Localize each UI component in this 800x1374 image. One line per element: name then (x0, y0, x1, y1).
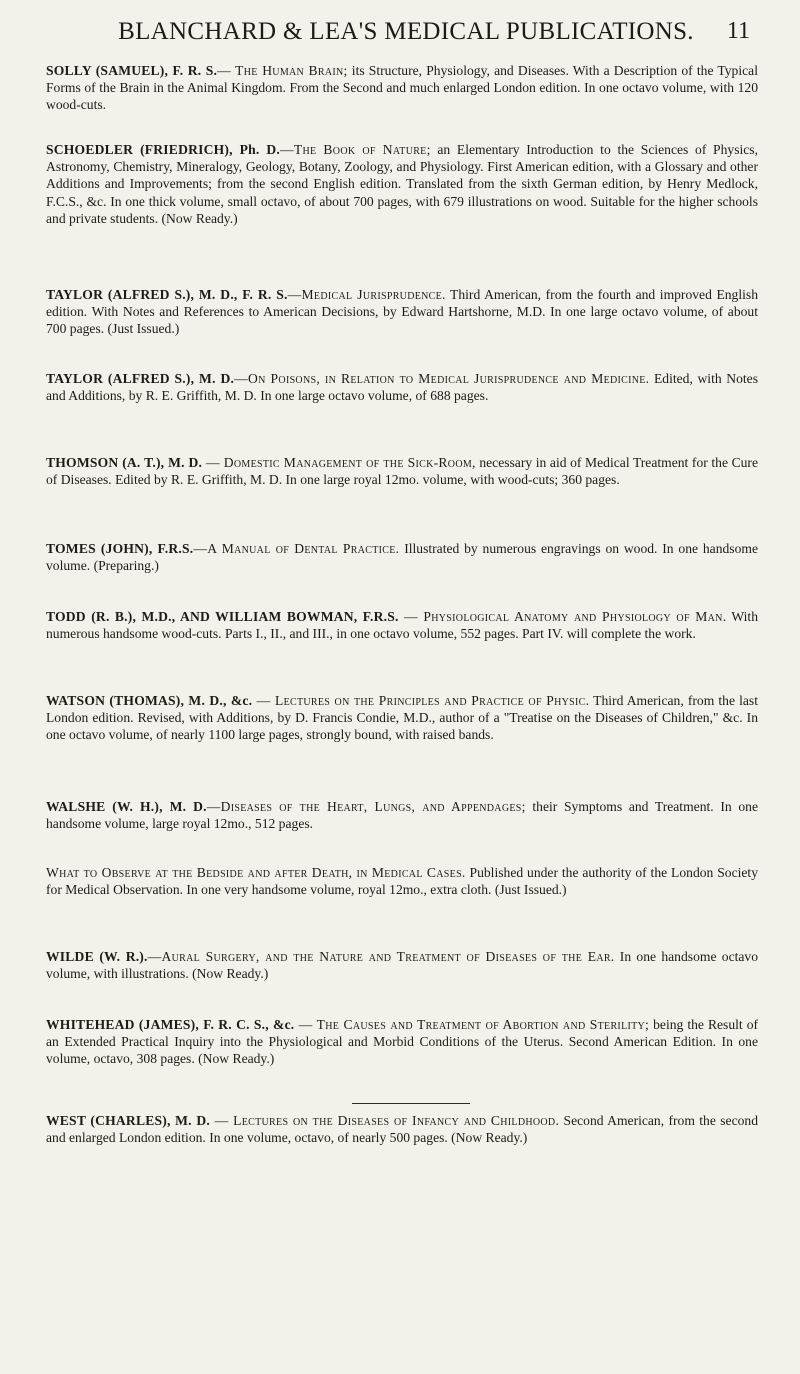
entry-author: WATSON (THOMAS), M. D., &c. (46, 693, 253, 708)
entry-title: —Medical Jurisprudence. (287, 287, 446, 302)
catalog-entry (46, 370, 758, 404)
catalog-entry (46, 608, 758, 642)
entry-body: Second American, from the second and enlarged London edition. In one volume, octavo, of nearly 500 pages. (Now Ready.) (46, 1113, 758, 1146)
page-header (62, 12, 750, 52)
entry-author: WALSHE (W. H.), M. D. (46, 799, 207, 814)
entry-body: necessary in aid of Medical Treatment for the Cure of Diseases. Edited by R. E. Griffith, M. D. In one large royal 12mo. volume, with wood-cuts; 360 pages. (46, 455, 758, 488)
entry-body: Published under the authority of the London Society for Medical Observation. In one very handsome volume, royal 12mo., extra cloth. (Just Issued.) (46, 865, 758, 898)
catalog-entry (46, 1016, 758, 1068)
entry-body: With numerous handsome wood-cuts. Parts I., II., and III., in one octavo volume, 552 pages. Part IV. will complete the work. (46, 609, 758, 642)
entry-body: In one handsome octavo volume, with illustrations. (Now Ready.) (46, 949, 759, 982)
entry-title: —Diseases of the Heart, Lungs, and Appendages; (206, 799, 526, 814)
entry-body: Edited, with Notes and Additions, by R. E. Griffith, M. D. In one large octavo volume, of 688 pages. (46, 371, 758, 404)
entry-author: THOMSON (A. T.), M. D. (46, 455, 203, 470)
entry-title: —On Poisons, in Relation to Medical Jurisprudence and Medicine. (234, 371, 650, 386)
divider-rule (352, 1103, 470, 1104)
catalog-entry (46, 141, 758, 227)
entry-body: Illustrated by numerous engravings on wood. In one handsome volume. (Preparing.) (46, 541, 758, 574)
entry-author: WEST (CHARLES), M. D. (46, 1113, 210, 1128)
entry-body: being the Result of an Extended Practical Inquiry into the Physiological and Morbid Conditions of the Uterus. Second American Edition. In one volume, octavo, 308 pages. (Now Ready.) (46, 1017, 759, 1067)
entry-body: Third American, from the fourth and improved English edition. With Notes and References to American Decisions, by Edward Hartshorne, M.D. In one large octavo volume, of about 700 pages. (Just Issued.) (46, 287, 758, 337)
entry-title: — Lectures on the Diseases of Infancy and Childhood. (209, 1113, 560, 1128)
catalog-entry (46, 1112, 758, 1146)
catalog-entry (46, 864, 758, 898)
entry-body: its Structure, Physiology, and Diseases. With a Description of the Typical Forms of the Brain in the Animal Kingdom. From the Second and much enlarged London edition. In one octavo volume, with 120 wood-cuts. (46, 63, 758, 113)
entry-author: TODD (R. B.), M.D., AND WILLIAM BOWMAN, F.R.S. (46, 609, 399, 624)
entry-title: — Physiological Anatomy and Physiology of Man. (398, 609, 727, 624)
entry-author: TAYLOR (ALFRED S.), M. D., F. R. S. (46, 287, 288, 302)
entry-body: Third American, from the last London edition. Revised, with Additions, by D. Francis Condie, M.D., author of a "Treatise on the Diseases of Children," &c. In one octavo volume, of nearly 1100 large pages, strongly bound, with raised bands. (46, 693, 758, 743)
entry-body: their Symptoms and Treatment. In one handsome volume, large royal 12mo., 512 pages. (46, 799, 758, 832)
entry-title: — The Causes and Treatment of Abortion and Sterility; (294, 1017, 650, 1032)
entry-title: —The Book of Nature; (280, 142, 431, 157)
catalog-entry (46, 948, 758, 982)
catalog-entry (46, 286, 758, 338)
entry-title: — Domestic Management of the Sick-Room, (202, 455, 476, 470)
catalog-entry (46, 692, 758, 744)
page-number: 11 (726, 18, 750, 44)
catalog-entry (46, 540, 758, 574)
entry-title: —Aural Surgery, and the Nature and Treatment of Diseases of the Ear. (147, 949, 615, 964)
entry-author: TAYLOR (ALFRED S.), M. D. (46, 371, 235, 386)
running-title: BLANCHARD & LEA'S MEDICAL PUBLICATIONS. (118, 18, 694, 45)
catalog-entry (46, 62, 758, 114)
entry-author: WILDE (W. R.). (46, 949, 148, 964)
entry-body: an Elementary Introduction to the Sciences of Physics, Astronomy, Chemistry, Mineralogy, Geology, Botany, Zoology, and Physiology. First American edition, with a Glossary and other Additions and Improvements; from the second English edition. Translated from the sixth German edition, by Henry Medlock, F.C.S., &c. In one thick volume, small octavo, of about 700 pages, with 679 illustrations on wood. Suitable for the higher schools and private students. (Now Ready.) (46, 142, 758, 226)
entry-title: —A Manual of Dental Practice. (193, 541, 400, 556)
catalog-entry (46, 454, 758, 488)
entry-author: SOLLY (SAMUEL), F. R. S. (46, 63, 218, 78)
entry-title: What to Observe at the Bedside and after Death, in Medical Cases. (46, 865, 466, 880)
entry-author: TOMES (JOHN), F.R.S. (46, 541, 194, 556)
entry-title: — The Human Brain; (217, 63, 348, 78)
entry-author: SCHOEDLER (FRIEDRICH), Ph. D. (46, 142, 280, 157)
entry-author: WHITEHEAD (JAMES), F. R. C. S., &c. (46, 1017, 295, 1032)
entry-title: — Lectures on the Principles and Practice of Physic. (252, 693, 590, 708)
catalog-entry (46, 798, 758, 832)
